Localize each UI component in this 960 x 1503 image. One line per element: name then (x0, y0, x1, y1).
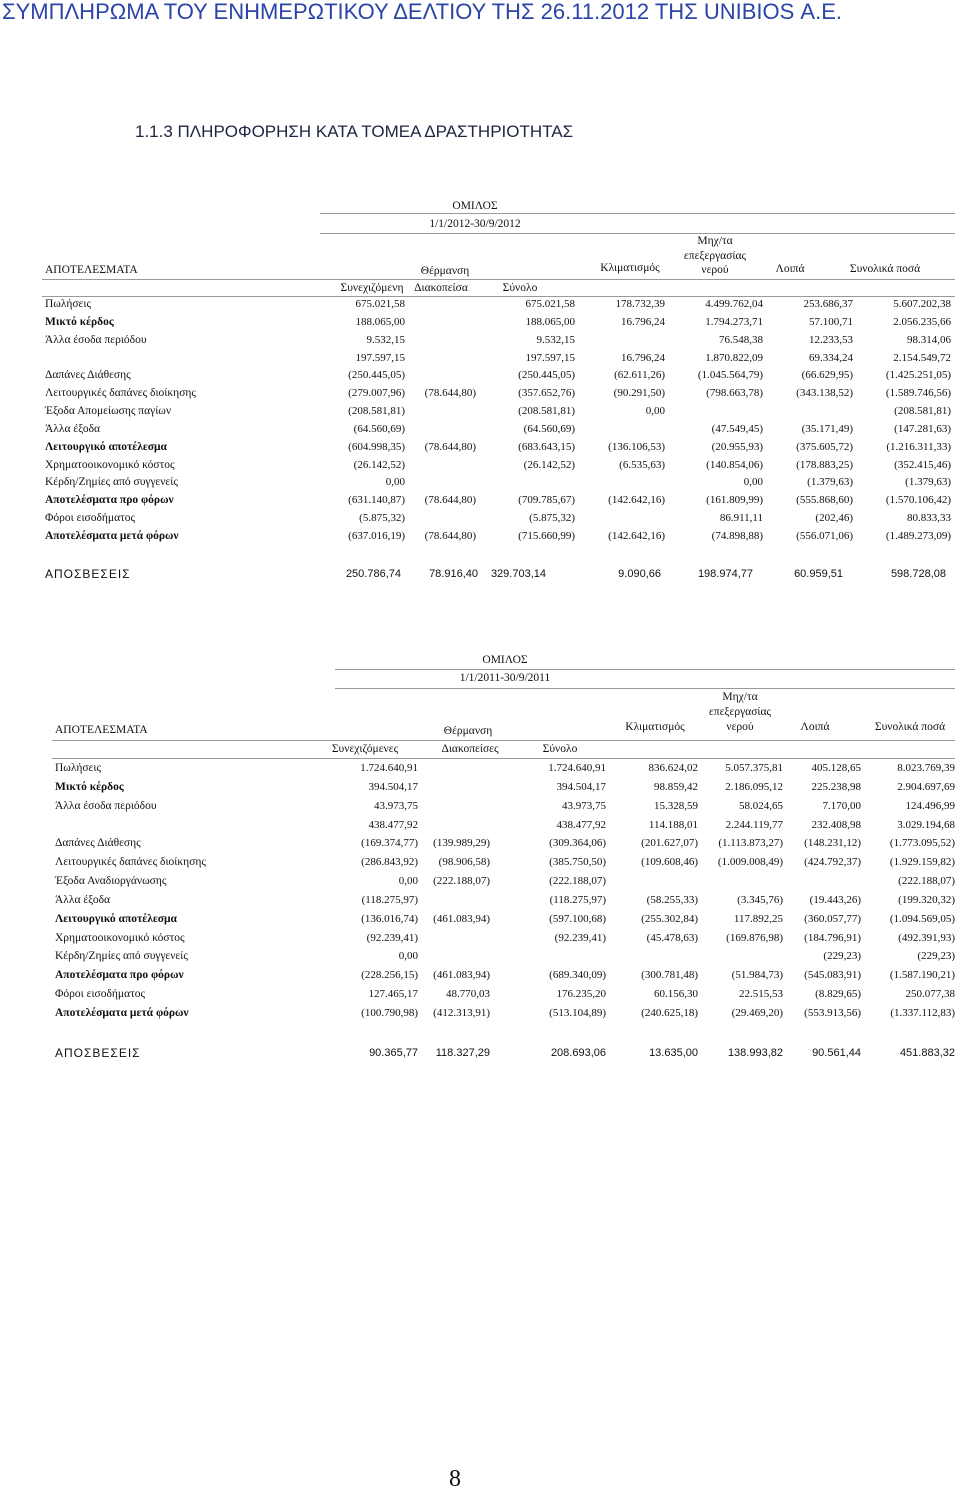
row-label: Χρηματοοικονομικό κόστος (45, 458, 175, 471)
column-header-subtotal: Σύνολο (502, 282, 538, 294)
value-cell: 598.728,08 (890, 568, 946, 580)
value-cell: 60.156,30 (654, 988, 698, 1001)
value-cell: (1.094.569,05) (889, 912, 955, 925)
value-cell: 176.235,20 (556, 988, 606, 1001)
value-cell: (62.611,26) (614, 369, 665, 382)
value-cell: 138.993,82 (727, 1047, 783, 1059)
value-cell: 98.859,42 (654, 780, 698, 793)
value-cell: (208.581,81) (518, 405, 575, 418)
value-cell: 60.959,51 (794, 568, 843, 580)
row-label: Πωλήσεις (45, 298, 92, 310)
value-cell: (375.605,72) (796, 440, 853, 453)
value-cell: 57.100,71 (809, 315, 853, 328)
value-cell: (222.188,07) (549, 875, 606, 888)
table-row (0, 367, 960, 385)
value-cell: (1.570.106,42) (885, 494, 951, 507)
table-row (0, 985, 960, 1004)
value-cell: 12.233,53 (809, 333, 853, 346)
value-cell: (118.275,97) (549, 893, 606, 906)
value-cell: 198.974,77 (697, 568, 753, 580)
value-cell: 3.029.194,68 (897, 818, 955, 831)
rule-line (335, 669, 955, 670)
value-cell: 22.515,53 (739, 988, 783, 1001)
value-cell: (78.644,80) (424, 440, 476, 453)
value-cell: 2.186.095,12 (725, 780, 783, 793)
value-cell: (229,23) (917, 950, 955, 963)
value-cell: (51.984,73) (731, 969, 783, 982)
table-row (0, 929, 960, 948)
value-cell: 197.597,15 (525, 351, 575, 364)
value-cell: 836.624,02 (648, 762, 698, 774)
depreciation-label: ΑΠΟΣΒΕΣΕΙΣ (45, 567, 131, 581)
column-header-results: ΑΠΟΤΕΛΕΣΜΑΤΑ (45, 264, 138, 276)
value-cell: 2.056.235,66 (893, 315, 951, 328)
value-cell: 1.724.640,91 (360, 762, 418, 774)
row-label: Λειτουργικές δαπάνες διοίκησης (55, 856, 206, 869)
column-header-water-line3: νερού (726, 721, 754, 733)
value-cell: (555.868,60) (796, 494, 853, 507)
rule-line (320, 213, 955, 214)
value-cell: 48.770,03 (446, 988, 490, 1001)
value-cell: (300.781,48) (641, 969, 698, 982)
table-row (0, 510, 960, 528)
value-cell: (385.750,50) (549, 856, 606, 869)
row-label: Άλλα έξοδα (55, 893, 111, 906)
value-cell: 58.024,65 (739, 799, 783, 812)
value-cell: (228.256,15) (361, 969, 418, 982)
row-label: Αποτελέσματα μετά φόρων (55, 1006, 189, 1019)
value-cell: (424.792,37) (804, 856, 861, 869)
value-cell: 4.499.762,04 (705, 298, 763, 310)
value-cell: (1.113.873,27) (718, 837, 783, 850)
depreciation-row (0, 565, 960, 583)
table-row (0, 332, 960, 350)
value-cell: 124.496,99 (905, 799, 955, 812)
value-cell: 394.504,17 (368, 780, 418, 793)
value-cell: (229,23) (823, 950, 861, 963)
value-cell: 438.477,92 (368, 818, 418, 831)
table-row (0, 891, 960, 910)
value-cell: (461.083,94) (433, 969, 490, 982)
value-cell: (109.608,46) (641, 856, 698, 869)
row-label: Αποτελέσματα προ φόρων (55, 969, 184, 982)
value-cell: 114.188,01 (648, 818, 698, 831)
value-cell: (64.560,69) (353, 422, 405, 435)
value-cell: 9.532,15 (366, 333, 405, 346)
value-cell: (798.663,78) (706, 387, 763, 400)
table-row (0, 910, 960, 929)
value-cell: (20.955,93) (711, 440, 763, 453)
column-header-discontinued: Διακοπείσες (441, 743, 499, 755)
row-label: Λειτουργικό αποτέλεσμα (55, 912, 177, 925)
value-cell: 208.693,06 (550, 1047, 606, 1059)
value-cell: 1.870.822,09 (705, 351, 763, 364)
table-row (0, 947, 960, 966)
value-cell: (352.415,46) (894, 458, 951, 471)
rule-line (52, 758, 955, 759)
value-cell: (184.796,91) (804, 931, 861, 944)
column-header-water-line2: επεξεργασίας (683, 250, 747, 262)
value-cell: 90.365,77 (369, 1047, 418, 1059)
value-cell: 15.328,59 (654, 799, 698, 812)
period-label: 1/1/2012-30/9/2012 (429, 218, 521, 230)
value-cell: 118.327,29 (435, 1047, 490, 1059)
table-row (0, 797, 960, 816)
value-cell: (208.581,81) (348, 405, 405, 418)
table-row (0, 492, 960, 510)
value-cell: (5.875,32) (529, 512, 575, 525)
row-label: Πωλήσεις (55, 762, 102, 774)
value-cell: (169.374,77) (361, 837, 418, 850)
value-cell: (136.016,74) (361, 912, 418, 925)
value-cell: (1.379,63) (905, 476, 951, 489)
value-cell: (286.843,92) (361, 856, 418, 869)
row-label: Μικτό κέρδος (55, 780, 124, 793)
column-header-continuing: Συνεχιζόμενες (331, 743, 399, 755)
column-header-other: Λοιπά (800, 721, 830, 733)
value-cell: (29.469,20) (731, 1006, 783, 1019)
column-header-water-line2: επεξεργασίας (708, 706, 772, 718)
value-cell: (309.364,06) (549, 837, 606, 850)
column-header-water-line3: νερού (701, 264, 729, 276)
value-cell: (26.142,52) (353, 458, 405, 471)
group-title: ΟΜΙΛΟΣ (452, 200, 498, 212)
column-header-cooling: Κλιματισμός (600, 262, 660, 274)
value-cell: 1.724.640,91 (548, 762, 606, 774)
value-cell: 675.021,58 (355, 298, 405, 310)
value-cell: (1.929.159,82) (889, 856, 955, 869)
value-cell: 43.973,75 (562, 799, 606, 812)
row-label: Φόροι εισοδήματος (55, 988, 146, 1001)
value-cell: 16.796,24 (621, 351, 665, 364)
value-cell: (343.138,52) (796, 387, 853, 400)
value-cell: 76.548,38 (719, 333, 763, 346)
value-cell: 5.607.202,38 (893, 298, 951, 310)
table-row (0, 816, 960, 835)
column-header-subtotal: Σύνολο (542, 743, 578, 755)
row-label: Άλλα έσοδα περιόδου (45, 333, 147, 346)
value-cell: (250.445,05) (348, 369, 405, 382)
table-row (0, 439, 960, 457)
value-cell: (201.627,07) (641, 837, 698, 850)
value-cell: (100.790,98) (361, 1006, 418, 1019)
value-cell: (357.652,76) (518, 387, 575, 400)
rule-line (42, 279, 955, 280)
value-cell: 0,00 (398, 950, 418, 963)
value-cell: 127.465,17 (368, 988, 418, 1001)
document-banner: ΣΥΜΠΛΗΡΩΜΑ ΤΟΥ ΕΝΗΜΕΡΩΤΙΚΟΥ ΔΕΛΤΙΟΥ ΤΗΣ 26.11.2012 ΤΗΣ UNIBIOS Α.Ε. (2, 0, 843, 24)
value-cell: (98.906,58) (438, 856, 490, 869)
value-cell: (78.644,80) (424, 387, 476, 400)
section-title: 1.1.3 ΠΛΗΡΟΦΟΡΗΣΗ ΚΑΤΑ ΤΟΜΕΑ ΔΡΑΣΤΗΡΙΟΤΗΤΑΣ (135, 122, 574, 141)
value-cell: (147.281,63) (894, 422, 951, 435)
value-cell: (553.913,56) (804, 1006, 861, 1019)
depreciation-row (0, 1044, 960, 1062)
value-cell: 2.904.697,69 (897, 780, 955, 793)
value-cell: (64.560,69) (523, 422, 575, 435)
value-cell: (8.829,65) (815, 988, 861, 1001)
value-cell: 197.597,15 (355, 351, 405, 364)
column-header-results: ΑΠΟΤΕΛΕΣΜΑΤΑ (55, 724, 148, 736)
table-row (0, 778, 960, 797)
value-cell: (208.581,81) (894, 405, 951, 418)
value-cell: (1.009.008,49) (717, 856, 783, 869)
value-cell: (222.188,07) (433, 875, 490, 888)
value-cell: 69.334,24 (809, 351, 853, 364)
table-row (0, 528, 960, 546)
row-label: Δαπάνες Διάθεσης (55, 837, 141, 850)
value-cell: (689.340,09) (549, 969, 606, 982)
group-title: ΟΜΙΛΟΣ (482, 654, 528, 666)
value-cell: (19.443,26) (809, 893, 861, 906)
row-label: Χρηματοοικονομικό κόστος (55, 931, 185, 944)
value-cell: (709.785,67) (518, 494, 575, 507)
value-cell: (1.425.251,05) (885, 369, 951, 382)
table-row (0, 385, 960, 403)
row-label: Κέρδη/Ζημίες από συγγενείς (45, 476, 178, 489)
value-cell: (35.171,49) (801, 422, 853, 435)
column-header-water-line1: Μηχ/τα (697, 235, 733, 247)
value-cell: (1.045.564,79) (697, 369, 763, 382)
value-cell: 225.238,98 (811, 780, 861, 793)
value-cell: (5.875,32) (359, 512, 405, 525)
column-header-other: Λοιπά (775, 263, 805, 275)
value-cell: 675.021,58 (525, 298, 575, 310)
value-cell: 1.794.273,71 (705, 315, 763, 328)
row-label: Μικτό κέρδος (45, 315, 114, 328)
value-cell: (1.589.746,56) (885, 387, 951, 400)
value-cell: 178.732,39 (615, 298, 665, 310)
value-cell: (556.071,06) (796, 529, 853, 542)
value-cell: (637.016,19) (348, 529, 405, 542)
value-cell: 9.532,15 (536, 333, 575, 346)
value-cell: 0,00 (398, 875, 418, 888)
value-cell: 13.635,00 (649, 1047, 698, 1059)
value-cell: 2.244.119,77 (725, 818, 783, 831)
row-label: Λειτουργικές δαπάνες διοίκησης (45, 387, 196, 400)
value-cell: 8.023.769,39 (897, 762, 955, 774)
column-header-discontinued: Διακοπείσα (414, 282, 468, 294)
value-cell: 329.703,14 (490, 568, 546, 580)
value-cell: 98.314,06 (907, 333, 951, 346)
value-cell: 0,00 (645, 405, 665, 418)
value-cell: (1.773.095,52) (889, 837, 955, 850)
value-cell: (199.320,32) (898, 893, 955, 906)
table-row (0, 853, 960, 872)
value-cell: 232.408,98 (811, 818, 861, 831)
row-label: Δαπάνες Διάθεσης (45, 369, 131, 382)
value-cell: (66.629,95) (801, 369, 853, 382)
value-cell: 0,00 (385, 476, 405, 489)
column-header-heating: Θέρμανση (420, 265, 470, 277)
row-label: Άλλα έξοδα (45, 422, 101, 435)
table-body (0, 759, 960, 1023)
column-header-total: Συνολικά ποσά (849, 263, 921, 275)
value-cell: 188.065,00 (355, 315, 405, 328)
table-row (0, 966, 960, 985)
value-cell: (118.275,97) (361, 893, 418, 906)
rule-line (335, 688, 955, 689)
value-cell: (47.549,45) (711, 422, 763, 435)
value-cell: 250.077,38 (905, 988, 955, 1001)
value-cell: (683.643,15) (518, 440, 575, 453)
column-header-heating: Θέρμανση (443, 725, 493, 737)
value-cell: 2.154.549,72 (893, 351, 951, 364)
value-cell: (3.345,76) (737, 893, 783, 906)
row-label: Φόροι εισοδήματος (45, 512, 136, 525)
value-cell: (492.391,93) (898, 931, 955, 944)
table-row (0, 314, 960, 332)
value-cell: (148.231,12) (804, 837, 861, 850)
value-cell: 405.128,65 (811, 762, 861, 774)
value-cell: (169.876,98) (726, 931, 783, 944)
table-row (0, 403, 960, 421)
value-cell: 188.065,00 (525, 315, 575, 328)
value-cell: 43.973,75 (374, 799, 418, 812)
row-label: Λειτουργικό αποτέλεσμα (45, 440, 167, 453)
value-cell: 86.911,11 (719, 512, 763, 525)
value-cell: (78.644,80) (424, 494, 476, 507)
value-cell: (92.239,41) (554, 931, 606, 944)
value-cell: (90.291,50) (613, 387, 665, 400)
value-cell: (461.083,94) (433, 912, 490, 925)
value-cell: (255.302,84) (641, 912, 698, 925)
rule-line (42, 296, 955, 297)
value-cell: (58.255,33) (646, 893, 698, 906)
value-cell: 90.561,44 (812, 1047, 861, 1059)
value-cell: 117.892,25 (733, 912, 783, 925)
table-row (0, 421, 960, 439)
value-cell: (178.883,25) (796, 458, 853, 471)
column-header-total: Συνολικά ποσά (874, 721, 946, 733)
table-row (0, 457, 960, 475)
value-cell: (279.007,96) (348, 387, 405, 400)
value-cell: (412.313,91) (433, 1006, 490, 1019)
value-cell: (545.083,91) (804, 969, 861, 982)
value-cell: 78.916,40 (429, 568, 478, 580)
value-cell: (250.445,05) (518, 369, 575, 382)
value-cell: (1.337.112,83) (890, 1006, 955, 1019)
rule-line (52, 740, 955, 741)
page-number: 8 (449, 1466, 461, 1492)
table-row (0, 1004, 960, 1023)
value-cell: (161.809,99) (706, 494, 763, 507)
value-cell: (202,46) (815, 512, 853, 525)
depreciation-label: ΑΠΟΣΒΕΣΕΙΣ (55, 1046, 141, 1060)
value-cell: (26.142,52) (523, 458, 575, 471)
table-body (0, 296, 960, 546)
table-row (0, 350, 960, 368)
value-cell: 7.170,00 (822, 799, 861, 812)
value-cell: (45.478,63) (646, 931, 698, 944)
value-cell: 253.686,37 (803, 298, 853, 310)
value-cell: (136.106,53) (608, 440, 665, 453)
value-cell: (1.489.273,09) (885, 529, 951, 542)
table-row (0, 296, 960, 314)
row-label: Αποτελέσματα προ φόρων (45, 494, 174, 507)
value-cell: (631.140,87) (348, 494, 405, 507)
value-cell: (604.998,35) (348, 440, 405, 453)
column-header-cooling: Κλιματισμός (625, 721, 685, 733)
value-cell: (1.216.311,33) (886, 440, 951, 453)
table-row (0, 872, 960, 891)
value-cell: 394.504,17 (556, 780, 606, 793)
value-cell: (222.188,07) (898, 875, 955, 888)
value-cell: 438.477,92 (556, 818, 606, 831)
row-label: Αποτελέσματα μετά φόρων (45, 529, 179, 542)
value-cell: 80.833,33 (907, 512, 951, 525)
value-cell: 16.796,24 (621, 315, 665, 328)
column-header-continuing: Συνεχιζόμενη (340, 282, 404, 294)
value-cell: 5.057.375,81 (725, 762, 783, 774)
value-cell: (715.660,99) (518, 529, 575, 542)
row-label: Έξοδα Αναδιοργάνωσης (55, 875, 167, 888)
value-cell: 250.786,74 (345, 568, 401, 580)
row-label: Έξοδα Απομείωσης παγίων (45, 405, 172, 418)
column-header-water-line1: Μηχ/τα (722, 691, 758, 703)
value-cell: (240.625,18) (641, 1006, 698, 1019)
value-cell: (360.057,77) (804, 912, 861, 925)
period-label: 1/1/2011-30/9/2011 (459, 672, 551, 684)
value-cell: (78.644,80) (424, 529, 476, 542)
table-row (0, 759, 960, 778)
row-label: Κέρδη/Ζημίες από συγγενείς (55, 950, 188, 963)
value-cell: (92.239,41) (366, 931, 418, 944)
value-cell: (1.587.190,21) (889, 969, 955, 982)
row-label: Άλλα έσοδα περιόδου (55, 799, 157, 812)
value-cell: (140.854,06) (706, 458, 763, 471)
value-cell: (74.898,88) (711, 529, 763, 542)
value-cell: (6.535,63) (619, 458, 665, 471)
value-cell: (142.642,16) (608, 494, 665, 507)
value-cell: 451.883,32 (899, 1047, 955, 1059)
value-cell: 0,00 (743, 476, 763, 489)
value-cell: 9.090,66 (618, 568, 661, 580)
value-cell: (597.100,68) (549, 912, 606, 925)
table-row (0, 834, 960, 853)
table-row (0, 474, 960, 492)
rule-line (320, 233, 955, 234)
value-cell: (142.642,16) (608, 529, 665, 542)
value-cell: (513.104,89) (549, 1006, 606, 1019)
value-cell: (139.989,29) (433, 837, 490, 850)
value-cell: (1.379,63) (807, 476, 853, 489)
